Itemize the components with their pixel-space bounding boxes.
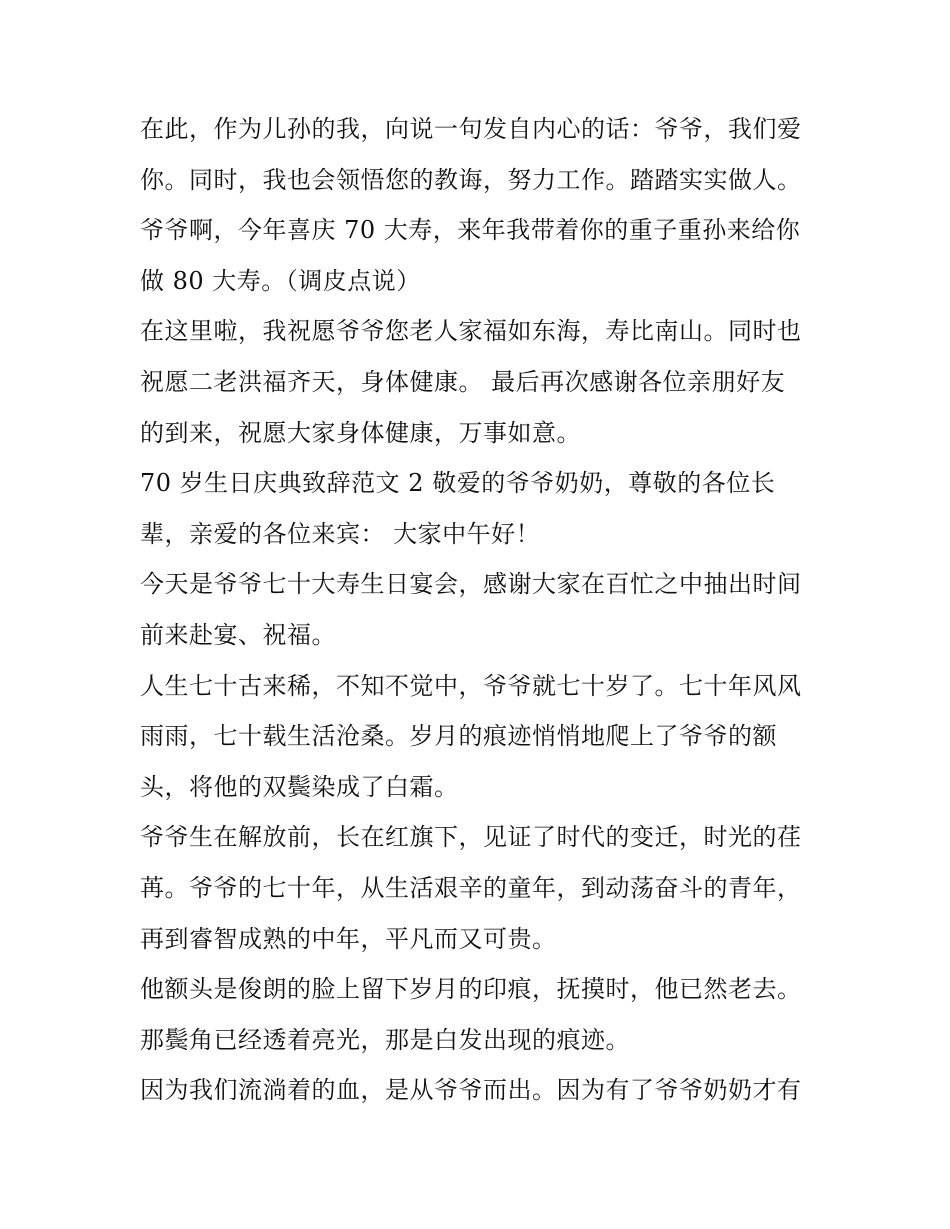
text-line: 祝愿二老洪福齐天，身体健康。 最后再次感谢各位亲朋好友 (140, 367, 786, 396)
text-line: 70 岁生日庆典致辞范文 2 敬爱的爷爷奶奶，尊敬的各位长 (140, 469, 776, 498)
text-line: 爷爷生在解放前，长在红旗下，见证了时代的变迁，时光的荏 (140, 823, 802, 852)
text-line: 在这里啦，我祝愿爷爷您老人家福如东海，寿比南山。同时也 (140, 317, 802, 346)
text-line: 雨雨，七十载生活沧桑。岁月的痕迹悄悄地爬上了爷爷的额 (140, 722, 777, 751)
text-line: 头，将他的双鬓染成了白霜。 (140, 772, 459, 801)
text-line: 再到睿智成熟的中年，平凡而又可贵。 (140, 924, 557, 953)
text-line: 那鬓角已经透着亮光，那是白发出现的痕迹。 (140, 1025, 630, 1054)
text-line: 前来赴宴、祝福。 (140, 620, 336, 649)
body-text (140, 104, 820, 1116)
text-line: 人生七十古来稀，不知不觉中，爷爷就七十岁了。七十年风风 (140, 671, 802, 700)
text-line: 今天是爷爷七十大寿生日宴会，感谢大家在百忙之中抽出时间 (140, 570, 802, 599)
text-line: 爷爷啊，今年喜庆 70 大寿，来年我带着你的重子重孙来给你 (140, 216, 801, 245)
text-line: 的到来，祝愿大家身体健康，万事如意。 (140, 418, 581, 447)
text-line: 因为我们流淌着的血，是从爷爷而出。因为有了爷爷奶奶才有 (140, 1076, 802, 1105)
text-line: 苒。爷爷的七十年，从生活艰辛的童年，到动荡奋斗的青年， (140, 873, 802, 902)
text-line: 他额头是俊朗的脸上留下岁月的印痕，抚摸时，他已然老去。 (140, 975, 802, 1004)
text-line: 你。同时，我也会领悟您的教诲，努力工作。踏踏实实做人。 (140, 165, 802, 194)
text-line: 做 80 大寿。（调皮点说） (140, 266, 421, 295)
text-line: 辈，亲爱的各位来宾： 大家中午好！ (140, 519, 541, 548)
text-line: 在此，作为儿孙的我，向说一句发自内心的话：爷爷，我们爱 (140, 115, 802, 143)
